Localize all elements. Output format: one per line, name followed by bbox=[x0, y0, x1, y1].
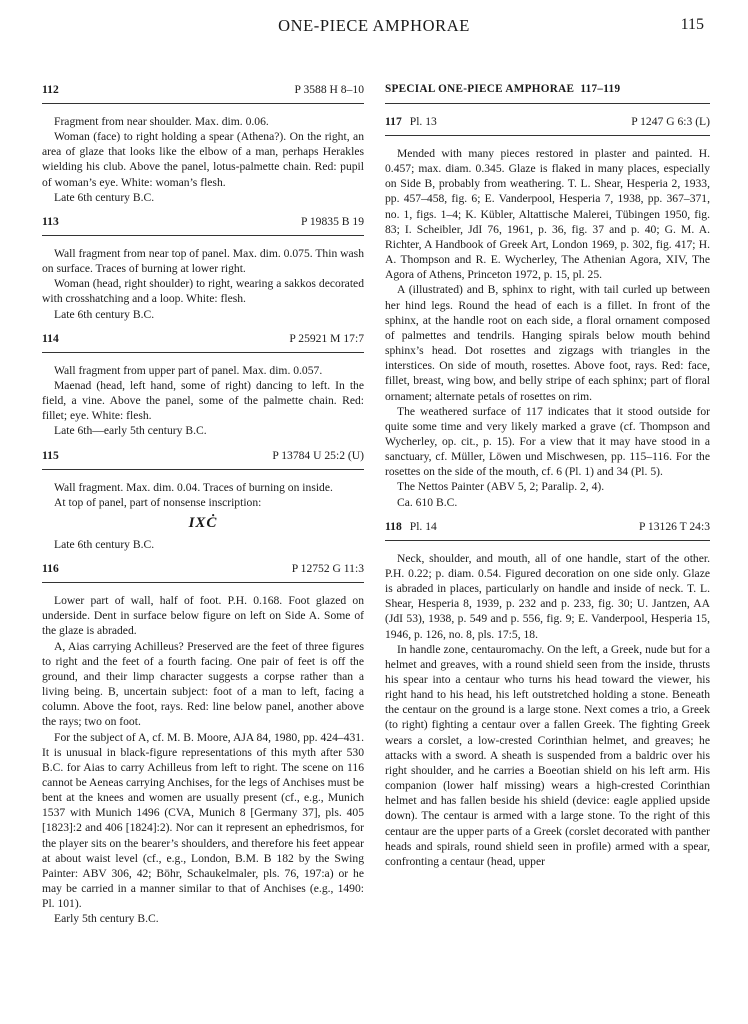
entry-paragraph: Mended with many pieces restored in plaster and painted. H. 0.457; max. diam. 0.345. Glaze is flaked in many places, especially on Side B, probably from weathering. T. L. Shear, Hesperia 2, 1933, pp. 457–458, fig. 6; E. Vanderpool, Hesperia 7, 1938, pp. 367–371, no. 1, figs. 1–4; K. Kübler, Altattische Malerei, Tübingen 1950, fig. 83; I. Scheibler, JdI 76, 1961, p. 36, fig. 37 and p. 40; G. M. A. Richter, A Handbook of Greek Art, London 1969, p. 302, fig. 417; H. A. Thompson and R. E. Wycherley, The Athenian Agora, XIV, The Agora of Athens, Princeton 1972, p. 15, pl. 25. bbox=[385, 147, 710, 282]
entry-number: 112 bbox=[42, 83, 59, 96]
entry-date: Late 6th—early 5th century B.C. bbox=[54, 424, 207, 438]
attribution: The Nettos Painter (ABV 5, 2; Paralip. 2, 4). bbox=[397, 480, 605, 494]
entry-paragraph: Woman (face) to right holding a spear (Athena?). On the right, an area of glaze that looks like the elbow of a man, perhaps Herakles wielding his club. Above the panel, lotus-palmette chain. Red: pupil of woman’s eye. White: woman’s flesh. bbox=[42, 130, 364, 189]
entry-number: 113 bbox=[42, 214, 59, 228]
divider bbox=[385, 135, 710, 136]
divider bbox=[385, 540, 710, 541]
entry-header-117 bbox=[385, 114, 710, 129]
section-heading bbox=[385, 82, 710, 97]
entry-paragraph: Wall fragment. Max. dim. 0.04. Traces of burning on inside. bbox=[54, 480, 333, 494]
inscription: IXĊ bbox=[188, 514, 218, 531]
page-number: 115 bbox=[680, 16, 704, 33]
entry-number-group bbox=[385, 519, 437, 534]
inventory-number: P 13784 U 25:2 (U) bbox=[272, 448, 364, 462]
right-column bbox=[385, 82, 710, 869]
inventory-number: P 12752 G 11:3 bbox=[291, 562, 364, 576]
divider bbox=[42, 352, 364, 353]
entry-paragraph: Neck, shoulder, and mouth, all of one handle, start of the other. P.H. 0.22; p. diam. 0.54. Figured decoration on one side only. Glaze is abraded in places, particularly on handle and inside of neck. T. L. Shear, Hesperia 8, 1939, p. 232 and p. 233, fig. 30; U. Jantzen, AA (JdI 53), 1938, p. 549 and p. 556, fig. 9; E. Vanderpool, Hesperia 15, 1946, p. 126, no. 8, pls. 17:5, 18. bbox=[385, 551, 710, 641]
entry-date: Early 5th century B.C. bbox=[54, 912, 159, 926]
entry-header-114 bbox=[42, 331, 364, 346]
entry-paragraph: At top of panel, part of nonsense inscription: bbox=[54, 495, 262, 509]
entry-paragraph: A, Aias carrying Achilleus? Preserved are the feet of three figures to right and the feet of a fourth facing. One pair of feet is off the ground, and their limp character suggests a corpse rather than a living being. B, uncertain subject: foot of a man to left, facing a column. Above the foot, rays. Red: line below panel, another above the rays; two on foot. bbox=[42, 639, 364, 729]
entry-number: 118 bbox=[385, 519, 402, 533]
entry-number: 114 bbox=[42, 331, 59, 345]
entry-paragraph: The weathered surface of 117 indicates that it stood outside for quite some time and very likely marked a grave (cf. Thompson and Wycherley, op. cit., p. 15). For a view that it may have stood in a sanctuary, cf. Müller, Löwen und Mischwesen, pp. 115–116. For the rosettes on the side of the mouth, cf. 6 (Pl. 1) and 34 (Pl. 5). bbox=[385, 404, 710, 479]
entry-paragraph: Lower part of wall, half of foot. P.H. 0.168. Foot glazed on underside. Dent in surface below figure on left on Side A. Some of the glaze is abraded. bbox=[42, 594, 364, 638]
entry-paragraph: Fragment from near shoulder. Max. dim. 0.06. bbox=[54, 115, 269, 128]
plate-reference: Pl. 14 bbox=[409, 519, 437, 533]
running-head bbox=[0, 12, 748, 52]
entry-header-112 bbox=[42, 82, 364, 97]
divider bbox=[385, 103, 710, 104]
entry-paragraph: For the subject of A, cf. M. B. Moore, AJA 84, 1980, pp. 424–431. It is unusual in black-figure representations of this myth after 530 B.C. for Aias to carry Achilleus from left to right. The scene on 116 cannot be Aeneas carrying Anchises, for the legs of Anchises must be bent at the knees and women are usually present (cf., e.g., Munich 1537 with Munich 1496 (CVA, Munich 8 [Germany 37], pls. 405 [1823]:2 and 406 [1824]:2). Nor can it represent an ephedrismos, for the player sits on the bearer’s shoulders, and therefore his feet appear at about waist level (cf., e.g., London, B.M. B 182 by the Swing Painter: ABV 306, 42; Böhr, Schaukelmaler, pls. 76, 197:a) or he may be carried in a manner similar to that of Anchises (e.g., 1490: Pl. 101). bbox=[42, 730, 364, 911]
entry-paragraph: Wall fragment from upper part of panel. Max. dim. 0.057. bbox=[54, 363, 323, 377]
inventory-number: P 25921 M 17:7 bbox=[289, 331, 364, 345]
entry-paragraph: Wall fragment from near top of panel. Max. dim. 0.075. Thin wash on surface. Traces of burning at lower right. bbox=[42, 246, 364, 276]
section-title: SPECIAL ONE-PIECE AMPHORAE bbox=[385, 83, 575, 95]
running-title: ONE-PIECE AMPHORAE bbox=[278, 16, 470, 35]
divider bbox=[42, 103, 364, 104]
left-column bbox=[42, 82, 364, 927]
entry-number: 117 bbox=[385, 115, 402, 128]
divider bbox=[42, 582, 364, 583]
entry-number: 116 bbox=[42, 562, 59, 576]
plate-reference: Pl. 13 bbox=[409, 115, 437, 128]
divider bbox=[42, 469, 364, 470]
entry-header-118 bbox=[385, 519, 710, 534]
entry-header-113 bbox=[42, 214, 364, 229]
inventory-number: P 3588 H 8–10 bbox=[294, 83, 364, 96]
inventory-number: P 19835 B 19 bbox=[300, 214, 364, 228]
entry-paragraph: Woman (head, right shoulder) to right, wearing a sakkos decorated with crosshatching and a loop. White: flesh. bbox=[42, 277, 364, 306]
section-range: 117–119 bbox=[580, 83, 621, 95]
entry-number-group bbox=[385, 114, 437, 129]
entry-header-116 bbox=[42, 561, 364, 576]
entry-number: 115 bbox=[42, 448, 59, 462]
entry-date: Late 6th century B.C. bbox=[54, 307, 155, 321]
entry-header-115 bbox=[42, 448, 364, 463]
divider bbox=[42, 235, 364, 236]
entry-date: Late 6th century B.C. bbox=[54, 190, 155, 204]
entry-date: Late 6th century B.C. bbox=[54, 537, 155, 551]
entry-date: Ca. 610 B.C. bbox=[397, 495, 458, 509]
entry-paragraph: In handle zone, centauromachy. On the left, a Greek, nude but for a helmet and greaves, with a round shield seen from the inside, thrusts his spear into a centaur who turns his head toward the viewer, his right hand to his head, his left outstretched holding a stone. Beneath the centaur on the ground is a large stone. Next comes a trio, a Greek (to right) fighting a centaur over a fallen Greek. The fighting Greek wears a corslet, a low-crested Corinthian helmet, and greaves; he attacks with a sword. A sheath is suspended from a baldric over his right shoulder, and he carries a Boeotian shield on his left arm. His companion (lower half missing) wears a high-crested Corinthian helmet and has fallen beside his shield (device: eagle applied upside down). The centaur is armed with a large stone. To the right of this centaur are the upper parts of a Greek (corslet decorated with panther heads and spirals, round shield seen in profile) armed with a spear, confronting a centaur (head, upper bbox=[385, 642, 710, 868]
inventory-number: P 1247 G 6:3 (L) bbox=[631, 115, 710, 128]
entry-paragraph: A (illustrated) and B, sphinx to right, with tail curled up between her hind legs. Round the head of each is a fillet. In front of the sphinx, at the handle root on each side, a floral ornament composed of palmettes and tendrils. Hanging spirals below mouth behind sphinx’s head. Dot rosettes and zigzags with triangles in the interstices. On side of mouth, rosettes. Above foot, rays. Red: face, fillet, breast, wing bow, and belly stripe of each sphinx; part of floral ornament; alternate petals of rosettes on rim. bbox=[385, 283, 710, 403]
entry-paragraph: Maenad (head, left hand, some of right) dancing to left. In the field, a vine. Above the panel, some of the palmette chain. Red: fillet; eye. White: flesh. bbox=[42, 378, 364, 423]
inventory-number: P 13126 T 24:3 bbox=[639, 519, 710, 533]
